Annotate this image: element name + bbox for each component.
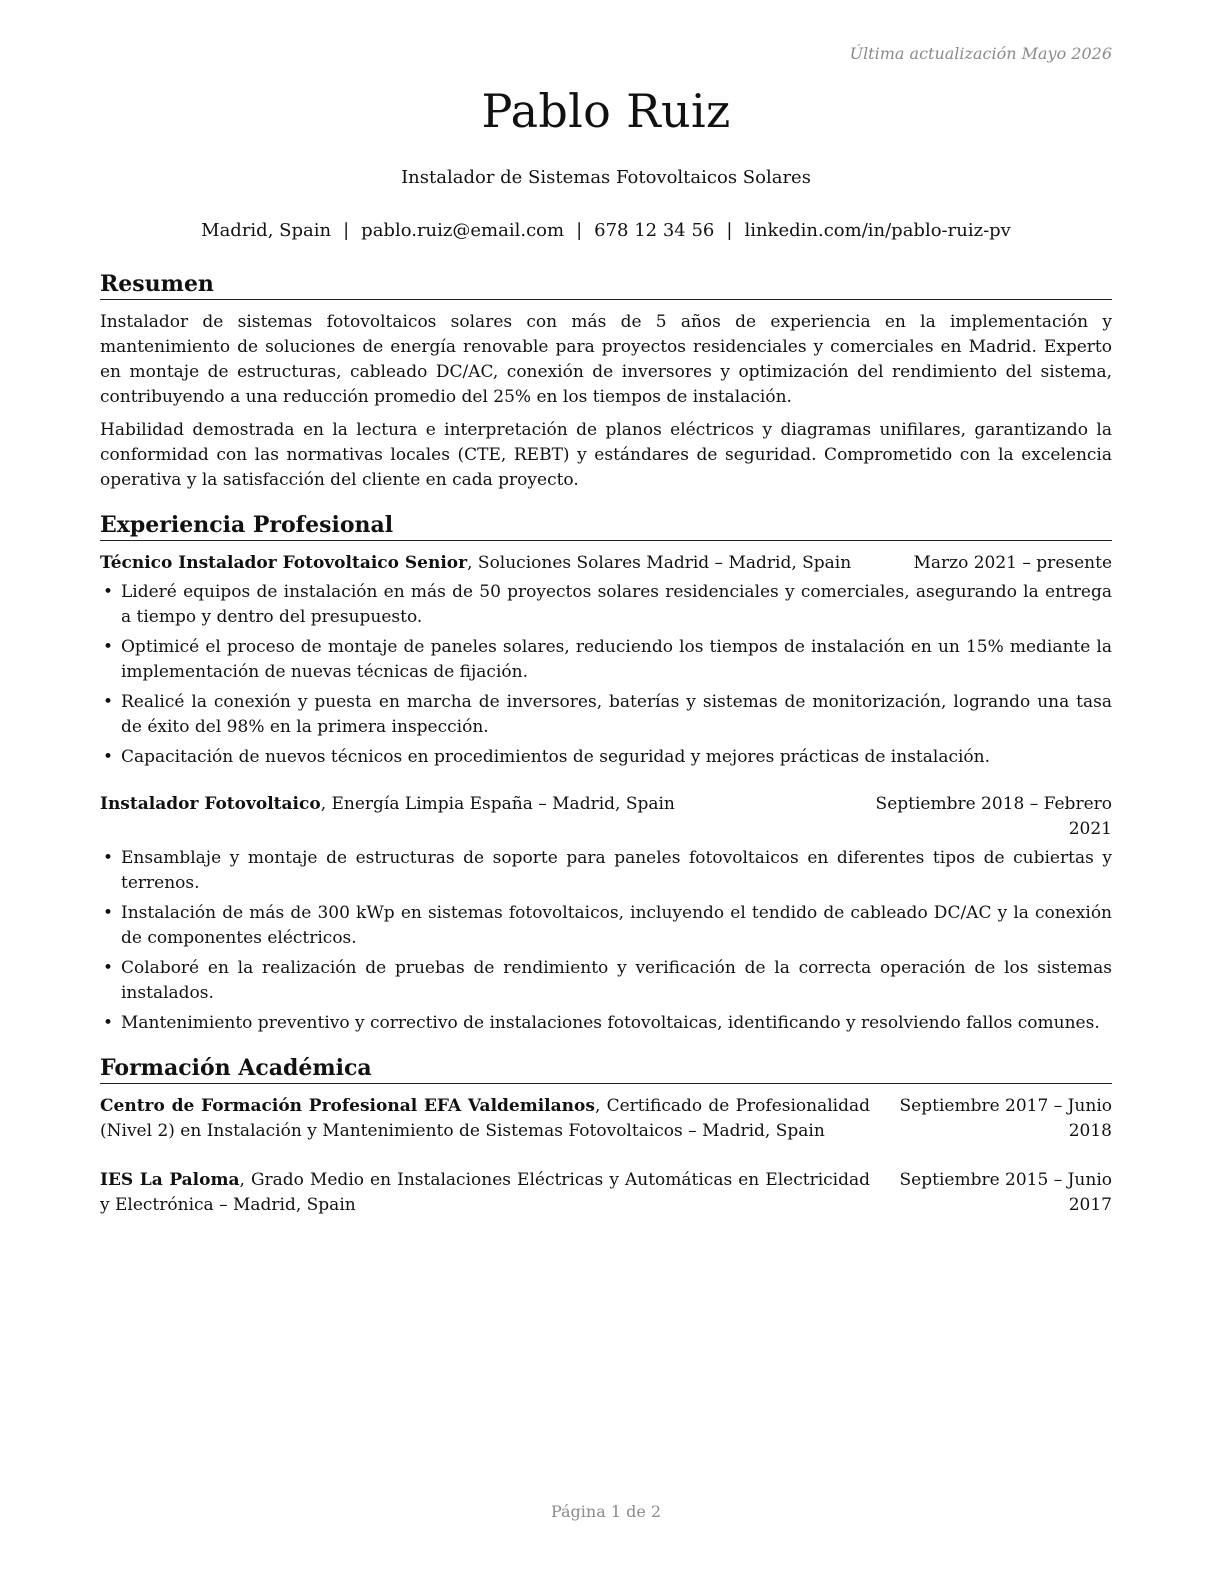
job-header [100,792,1112,842]
bullet-text: Ensamblaje y montaje de estructuras de soporte para paneles fotovoltaicos en diferentes tipos de cubiertas y terrenos. [121,848,1112,893]
candidate-headline: Instalador de Sistemas Fotovoltaicos Solares [401,167,811,188]
bullet-icon: • [103,958,114,978]
contact-line [100,220,1112,241]
list-item [100,745,1112,770]
summary-paragraph: Instalador de sistemas fotovoltaicos solares con más de 5 años de experiencia en la implementación y mantenimiento de soluciones de energía renovable para proyectos residenciales y comerciales en Madrid. Experto en montaje de estructuras, cableado DC/AC, conexión de inversores y optimización del rendimiento del sistema, contribuyendo a una reducción promedio del 25% en los tiempos de instalación. [100,312,1112,407]
job-bullets [100,580,1112,770]
resume-page [100,0,1112,1584]
list-item [100,956,1112,1006]
list-item [100,901,1112,951]
contact-location: Madrid, Spain [201,220,332,241]
last-updated: Última actualización Mayo 2026 [849,44,1112,63]
bullet-text: Mantenimiento preventivo y correctivo de instalaciones fotovoltaicas, identificando y resolviendo fallos comunes. [121,1013,1100,1033]
resume-content [100,270,1112,1242]
education-detail: , Certificado de Profesionalidad (Nivel 2) en Instalación y Mantenimiento de Sistemas Fotovoltaicos – Madrid, Spain [100,1096,871,1141]
candidate-name: Pablo Ruiz [481,84,731,138]
education-institution: IES La Paloma [100,1170,240,1190]
education-dates: Septiembre 2015 – Junio 2017 [899,1170,1112,1215]
job-header [100,551,1112,576]
education-dates: Septiembre 2017 – Junio 2018 [899,1096,1112,1141]
section-title-education: Formación Académica [100,1054,1112,1084]
education-entry [100,1094,1112,1144]
job-company: , Soluciones Solares Madrid – Madrid, Spain [467,553,852,573]
list-item [100,846,1112,896]
bullet-text: Optimicé el proceso de montaje de paneles solares, reduciendo los tiempos de instalación en un 15% mediante la implementación de nuevas técnicas de fijación. [121,637,1112,682]
education-description [100,1168,870,1218]
bullet-icon: • [103,903,114,923]
bullet-icon: • [103,747,114,767]
job-entry [100,551,1112,770]
job-role: Técnico Instalador Fotovoltaico Senior [100,553,468,573]
job-role: Instalador Fotovoltaico [100,794,321,814]
contact-separator: | [343,220,350,241]
summary-section [100,270,1112,493]
page-number: Página 1 de 2 [550,1502,662,1521]
contact-separator: | [576,220,583,241]
education-entry [100,1168,1112,1218]
bullet-text: Instalación de más de 300 kWp en sistemas fotovoltaicos, incluyendo el tendido de cableado DC/AC y la conexión de componentes eléctricos. [121,903,1112,948]
education-description [100,1094,870,1144]
job-dates: Marzo 2021 – presente [913,553,1112,573]
bullet-icon: • [103,582,114,602]
summary-paragraph: Habilidad demostrada en la lectura e interpretación de planos eléctricos y diagramas unifilares, garantizando la conformidad con las normativas locales (CTE, REBT) y estándares de seguridad. Comprometido con la excelencia operativa y la satisfacción del cliente en cada proyecto. [100,420,1112,490]
section-title-summary: Resumen [100,270,1112,300]
bullet-text: Realicé la conexión y puesta en marcha de inversores, baterías y sistemas de monitorización, logrando una tasa de éxito del 98% en la primera inspección. [121,692,1112,737]
bullet-text: Lideré equipos de instalación en más de 50 proyectos solares residenciales y comerciales, asegurando la entrega a tiempo y dentro del presupuesto. [121,582,1112,627]
list-item [100,635,1112,685]
bullet-text: Capacitación de nuevos técnicos en procedimientos de seguridad y mejores prácticas de instalación. [121,747,991,767]
job-title-line [100,551,912,576]
list-item [100,580,1112,630]
education-institution: Centro de Formación Profesional EFA Valdemilanos [100,1096,595,1116]
contact-phone[interactable]: 678 12 34 56 [594,220,715,241]
bullet-text: Colaboré en la realización de pruebas de rendimiento y verificación de la correcta operación de los sistemas instalados. [121,958,1112,1003]
experience-section [100,511,1112,1036]
section-title-experience: Experiencia Profesional [100,511,1112,541]
job-dates: Septiembre 2018 – Febrero 2021 [875,794,1112,839]
bullet-icon: • [103,1013,114,1033]
bullet-icon: • [103,637,114,657]
contact-linkedin[interactable]: linkedin.com/in/pablo-ruiz-pv [744,220,1011,241]
bullet-icon: • [103,692,114,712]
bullet-icon: • [103,848,114,868]
job-title-line [100,792,872,817]
job-entry [100,792,1112,1036]
education-detail: , Grado Medio en Instalaciones Eléctricas y Automáticas en Electricidad y Electrónica – Madrid, Spain [100,1170,871,1215]
contact-email[interactable]: pablo.ruiz@email.com [361,220,565,241]
job-company: , Energía Limpia España – Madrid, Spain [320,794,675,814]
list-item [100,1011,1112,1036]
job-bullets [100,846,1112,1036]
list-item [100,690,1112,740]
education-section [100,1054,1112,1218]
contact-separator: | [726,220,733,241]
